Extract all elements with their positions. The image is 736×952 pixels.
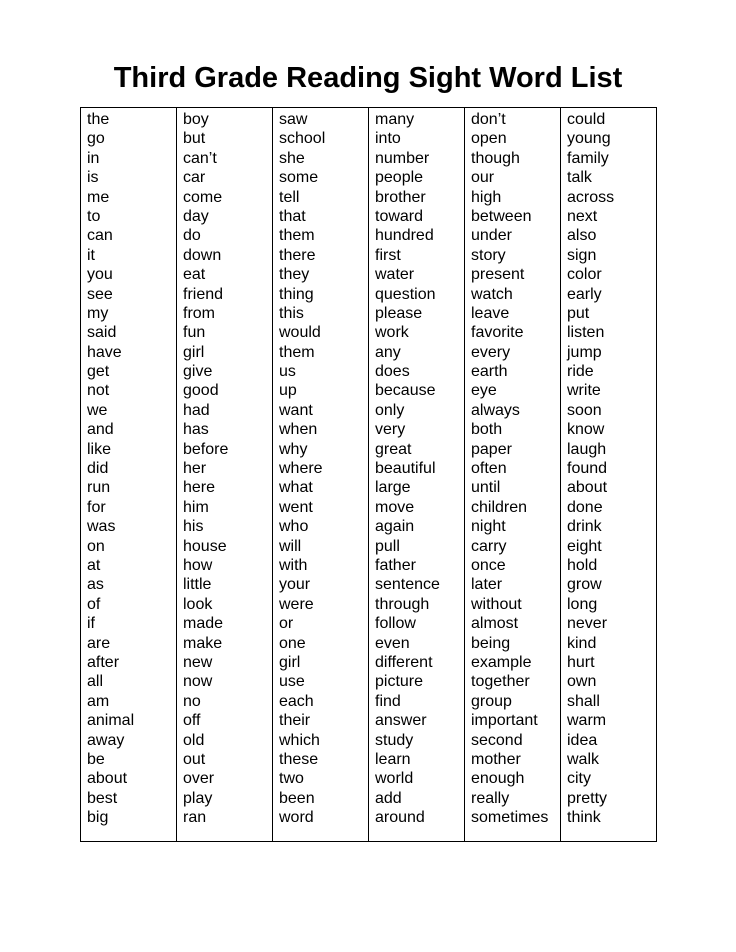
sight-word: carry — [471, 537, 507, 555]
sight-word: enough — [471, 770, 525, 788]
sight-word: it — [87, 246, 95, 264]
sight-word: grow — [567, 576, 602, 594]
page-title: Third Grade Reading Sight Word List — [113, 62, 623, 94]
sight-word: think — [567, 809, 601, 827]
sight-word: jump — [567, 343, 602, 361]
sight-word: children — [471, 498, 528, 516]
sight-word: together — [471, 673, 530, 691]
sight-word: girl — [183, 343, 205, 361]
sight-word: watch — [471, 285, 513, 303]
sight-word: done — [567, 498, 603, 516]
sight-word: walk — [567, 750, 600, 768]
sight-word: has — [183, 421, 209, 439]
sight-word: high — [471, 188, 502, 206]
sight-word: between — [471, 207, 532, 225]
sight-word: first — [375, 246, 401, 264]
sight-word: me — [87, 188, 110, 206]
sight-word: my — [87, 304, 109, 322]
sight-word: don’t — [471, 111, 506, 128]
sight-word: what — [279, 479, 313, 497]
sight-word: follow — [375, 615, 416, 633]
sight-word: paper — [471, 440, 512, 458]
sight-word: this — [279, 304, 304, 322]
sight-word: about — [567, 479, 608, 497]
sight-word: open — [471, 130, 507, 148]
sight-word: before — [183, 440, 229, 458]
sight-word: from — [183, 304, 215, 322]
sight-word: run — [87, 479, 111, 497]
sight-word: many — [375, 111, 415, 128]
sight-word: not — [87, 382, 110, 400]
sight-word: hundred — [375, 227, 434, 245]
sight-word: example — [471, 653, 532, 671]
sight-word: drink — [567, 518, 602, 536]
sight-word: earth — [471, 363, 508, 381]
sight-word: girl — [279, 653, 301, 671]
sight-word: or — [279, 615, 294, 633]
sight-word: come — [183, 188, 223, 206]
sight-word: some — [279, 169, 319, 187]
sight-word: we — [87, 401, 108, 419]
sight-word: ran — [183, 809, 207, 827]
sight-word: different — [375, 653, 433, 671]
sight-word: look — [183, 595, 213, 613]
sight-word: give — [183, 363, 213, 381]
sight-word: like — [87, 440, 112, 458]
sight-word: group — [471, 692, 512, 710]
sight-word: picture — [375, 673, 424, 691]
sight-word: later — [471, 576, 503, 594]
sight-word: both — [471, 421, 503, 439]
sight-word: about — [87, 770, 128, 788]
word-column-3 — [273, 108, 369, 841]
sight-word: please — [375, 304, 423, 322]
sight-word: his — [183, 518, 204, 536]
sight-word: for — [87, 498, 106, 516]
sight-word: ride — [567, 363, 594, 381]
sight-word: would — [279, 324, 321, 342]
sight-word: been — [279, 789, 315, 807]
sight-word: tell — [279, 188, 300, 206]
sight-word: eat — [183, 266, 206, 284]
sight-word: school — [279, 130, 326, 148]
sight-word: water — [375, 266, 415, 284]
sight-word: good — [183, 382, 219, 400]
sight-word: work — [375, 324, 409, 342]
sight-word: pull — [375, 537, 400, 555]
sight-word: really — [471, 789, 510, 807]
sight-word: shall — [567, 692, 600, 710]
sight-word: put — [567, 304, 590, 322]
sight-word: very — [375, 421, 406, 439]
sight-word: go — [87, 130, 105, 148]
sight-word: they — [279, 266, 310, 284]
sight-word: pretty — [567, 789, 608, 807]
sight-word: mother — [471, 750, 521, 768]
sight-word: boy — [183, 111, 209, 128]
sight-word: want — [279, 401, 313, 419]
sight-word: brother — [375, 188, 426, 206]
sight-word: friend — [183, 285, 224, 303]
sight-word: even — [375, 634, 410, 652]
sight-word: only — [375, 401, 405, 419]
sight-word: talk — [567, 169, 592, 187]
sight-word: early — [567, 285, 602, 303]
sight-word: always — [471, 401, 520, 419]
sight-word: laugh — [567, 440, 607, 458]
sight-word: why — [279, 440, 308, 458]
sight-word: their — [279, 712, 311, 730]
sight-word: large — [375, 479, 411, 497]
sight-word: are — [87, 634, 111, 652]
sight-word: important — [471, 712, 538, 730]
sight-word: where — [279, 460, 323, 478]
sight-word: am — [87, 692, 110, 710]
sight-word: made — [183, 615, 224, 633]
sight-word: sentence — [375, 576, 440, 594]
sight-word: any — [375, 343, 401, 361]
sight-word: animal — [87, 712, 135, 730]
sight-word: found — [567, 460, 608, 478]
sight-word: of — [87, 595, 101, 613]
sight-word: hurt — [567, 653, 595, 671]
sight-word: number — [375, 149, 430, 167]
sight-word: with — [279, 556, 308, 574]
sight-word: kind — [567, 634, 597, 652]
sight-word: study — [375, 731, 414, 749]
sight-word: could — [567, 111, 606, 128]
sight-word: idea — [567, 731, 598, 749]
sight-word: get — [87, 363, 110, 381]
sight-word: you — [87, 266, 113, 284]
sight-word: question — [375, 285, 436, 303]
sight-word: across — [567, 188, 615, 206]
sight-word: them — [279, 227, 315, 245]
sight-word: away — [87, 731, 125, 749]
sight-word: answer — [375, 712, 427, 730]
sight-word: that — [279, 207, 306, 225]
sight-word: can — [87, 227, 113, 245]
sight-word-table — [80, 107, 657, 842]
sight-word: be — [87, 750, 105, 768]
sight-word: house — [183, 537, 227, 555]
sight-word: though — [471, 149, 520, 167]
sight-word: sign — [567, 246, 597, 264]
sight-word: leave — [471, 304, 510, 322]
sight-word: own — [567, 673, 597, 691]
word-column-6 — [561, 108, 656, 841]
sight-word: went — [279, 498, 313, 516]
sight-word: write — [567, 382, 601, 400]
sight-word: eight — [567, 537, 602, 555]
sight-word: long — [567, 595, 598, 613]
word-column-4 — [369, 108, 465, 841]
sight-word: people — [375, 169, 424, 187]
sight-word: present — [471, 266, 525, 284]
sight-word: to — [87, 207, 101, 225]
sight-word: little — [183, 576, 212, 594]
sight-word: being — [471, 634, 511, 652]
sight-word: one — [279, 634, 306, 652]
sight-word: your — [279, 576, 311, 594]
sight-word: two — [279, 770, 304, 788]
sight-word: no — [183, 692, 201, 710]
sight-word: father — [375, 556, 416, 574]
sight-word: as — [87, 576, 104, 594]
sight-word: did — [87, 460, 109, 478]
sight-word: fun — [183, 324, 206, 342]
sight-word: each — [279, 692, 314, 710]
sight-word: off — [183, 712, 201, 730]
sight-word: toward — [375, 207, 424, 225]
sight-word: word — [279, 809, 314, 827]
sight-word: how — [183, 556, 213, 574]
sight-word: had — [183, 401, 210, 419]
sight-word: him — [183, 498, 209, 516]
sight-word: add — [375, 789, 402, 807]
sight-word: know — [567, 421, 605, 439]
sight-word: her — [183, 460, 207, 478]
sight-word: often — [471, 460, 507, 478]
sight-word: best — [87, 789, 118, 807]
sight-word: thing — [279, 285, 314, 303]
sight-word: there — [279, 246, 316, 264]
sight-word: now — [183, 673, 213, 691]
sight-word: world — [375, 770, 414, 788]
sight-word: was — [87, 518, 116, 536]
sight-word: city — [567, 770, 591, 788]
sight-word: under — [471, 227, 512, 245]
sight-word: night — [471, 518, 506, 536]
sight-word: never — [567, 615, 608, 633]
sight-word: can’t — [183, 149, 217, 167]
sight-word: use — [279, 673, 305, 691]
sight-word: out — [183, 750, 206, 768]
sight-word: second — [471, 731, 523, 749]
sight-word: our — [471, 169, 495, 187]
sight-word: who — [279, 518, 309, 536]
sight-word: old — [183, 731, 205, 749]
sight-word: said — [87, 324, 117, 342]
sight-word: make — [183, 634, 223, 652]
sight-word: on — [87, 537, 105, 555]
sight-word: soon — [567, 401, 602, 419]
sight-word: do — [183, 227, 201, 245]
sight-word: she — [279, 149, 305, 167]
sight-word: hold — [567, 556, 598, 574]
sight-word: day — [183, 207, 209, 225]
sight-word: big — [87, 809, 109, 827]
sight-word: all — [87, 673, 104, 691]
sight-word: almost — [471, 615, 519, 633]
sight-word: the — [87, 111, 110, 128]
sight-word: great — [375, 440, 412, 458]
sight-word: sometimes — [471, 809, 549, 827]
sight-word: play — [183, 789, 213, 807]
sight-word: up — [279, 382, 297, 400]
sight-word: move — [375, 498, 415, 516]
sight-word: favorite — [471, 324, 524, 342]
sight-word: listen — [567, 324, 605, 342]
sight-word: them — [279, 343, 315, 361]
sight-word: here — [183, 479, 216, 497]
sight-word: find — [375, 692, 401, 710]
sight-word: see — [87, 285, 113, 303]
sight-word: saw — [279, 111, 308, 128]
sight-word: down — [183, 246, 222, 264]
sight-word: without — [471, 595, 522, 613]
sight-word: us — [279, 363, 296, 381]
sight-word: is — [87, 169, 99, 187]
sight-word: these — [279, 750, 319, 768]
sight-word: next — [567, 207, 598, 225]
sight-word: does — [375, 363, 410, 381]
sight-word: family — [567, 149, 609, 167]
sight-word: were — [279, 595, 314, 613]
sight-word: new — [183, 653, 213, 671]
sight-word: until — [471, 479, 501, 497]
sight-word: color — [567, 266, 602, 284]
sight-word: will — [279, 537, 302, 555]
word-column-2 — [177, 108, 273, 841]
sight-word: which — [279, 731, 320, 749]
sight-word: learn — [375, 750, 411, 768]
sight-word: every — [471, 343, 511, 361]
sight-word: warm — [567, 712, 607, 730]
sight-word: around — [375, 809, 425, 827]
sight-word: over — [183, 770, 215, 788]
word-column-1 — [81, 108, 177, 841]
sight-word: if — [87, 615, 95, 633]
sight-word: once — [471, 556, 506, 574]
sight-word: through — [375, 595, 430, 613]
sight-word: beautiful — [375, 460, 436, 478]
sight-word: but — [183, 130, 206, 148]
sight-word: story — [471, 246, 506, 264]
sight-word: in — [87, 149, 100, 167]
sight-word: also — [567, 227, 597, 245]
sight-word: because — [375, 382, 436, 400]
sight-word: eye — [471, 382, 497, 400]
sight-word: have — [87, 343, 122, 361]
sight-word: at — [87, 556, 101, 574]
sight-word: car — [183, 169, 206, 187]
sight-word: and — [87, 421, 114, 439]
sight-word: into — [375, 130, 401, 148]
sight-word: after — [87, 653, 120, 671]
sight-word: again — [375, 518, 415, 536]
sight-word: young — [567, 130, 611, 148]
sight-word: when — [279, 421, 318, 439]
word-column-5 — [465, 108, 561, 841]
